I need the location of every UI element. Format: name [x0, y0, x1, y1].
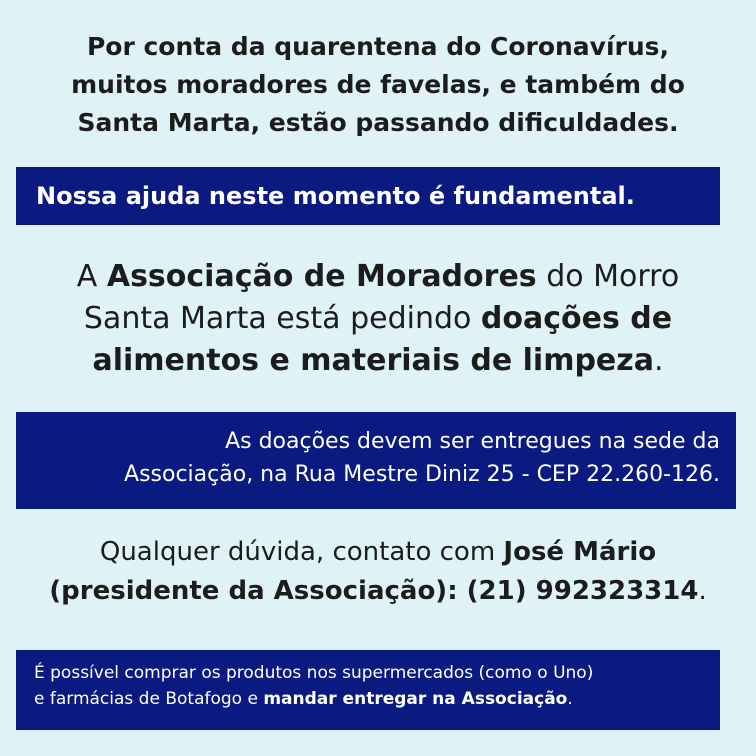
purchase-period: .	[567, 689, 573, 709]
appeal-text: Santa Marta está pedindo	[83, 301, 481, 336]
help-banner	[16, 167, 720, 225]
appeal-line	[0, 256, 756, 298]
purchase-text: e farmácias de Botafogo e	[34, 689, 264, 709]
donation-appeal	[0, 256, 756, 382]
contact-info	[0, 533, 756, 611]
purchase-emphasis: mandar entregar na Associação	[263, 689, 568, 709]
delivery-banner	[16, 412, 736, 509]
help-banner-text: Nossa ajuda neste momento é fundamental.	[36, 182, 635, 210]
appeal-prefix: A	[76, 259, 107, 294]
appeal-line	[0, 298, 756, 340]
purchase-banner	[16, 650, 720, 730]
appeal-period: .	[654, 343, 664, 378]
delivery-line: As doações devem ser entregues na sede da	[225, 429, 720, 454]
contact-phone: (presidente da Associação): (21) 992323314	[49, 576, 699, 606]
contact-line	[0, 572, 756, 611]
intro-line: Santa Marta, estão passando dificuldades.	[77, 108, 679, 137]
appeal-mid: do Morro	[536, 259, 680, 294]
delivery-line: Associação, na Rua Mestre Diniz 25 - CEP 22.260-126.	[124, 462, 720, 487]
appeal-emphasis: doações de	[480, 301, 673, 336]
contact-line	[0, 533, 756, 572]
contact-period: .	[698, 576, 707, 606]
appeal-emphasis: alimentos e materiais de limpeza	[92, 343, 654, 378]
association-name: Associação de Moradores	[106, 259, 537, 294]
purchase-line: É possível comprar os produtos nos supermercados (como o Uno)	[34, 663, 594, 683]
intro-line: muitos moradores de favelas, e também do	[71, 70, 685, 99]
intro-text	[0, 28, 756, 142]
intro-line: Por conta da quarentena do Coronavírus,	[86, 32, 670, 61]
appeal-line	[0, 340, 756, 382]
contact-person: José Mário	[503, 537, 657, 567]
contact-text: Qualquer dúvida, contato com	[99, 537, 504, 567]
purchase-line	[34, 686, 720, 712]
